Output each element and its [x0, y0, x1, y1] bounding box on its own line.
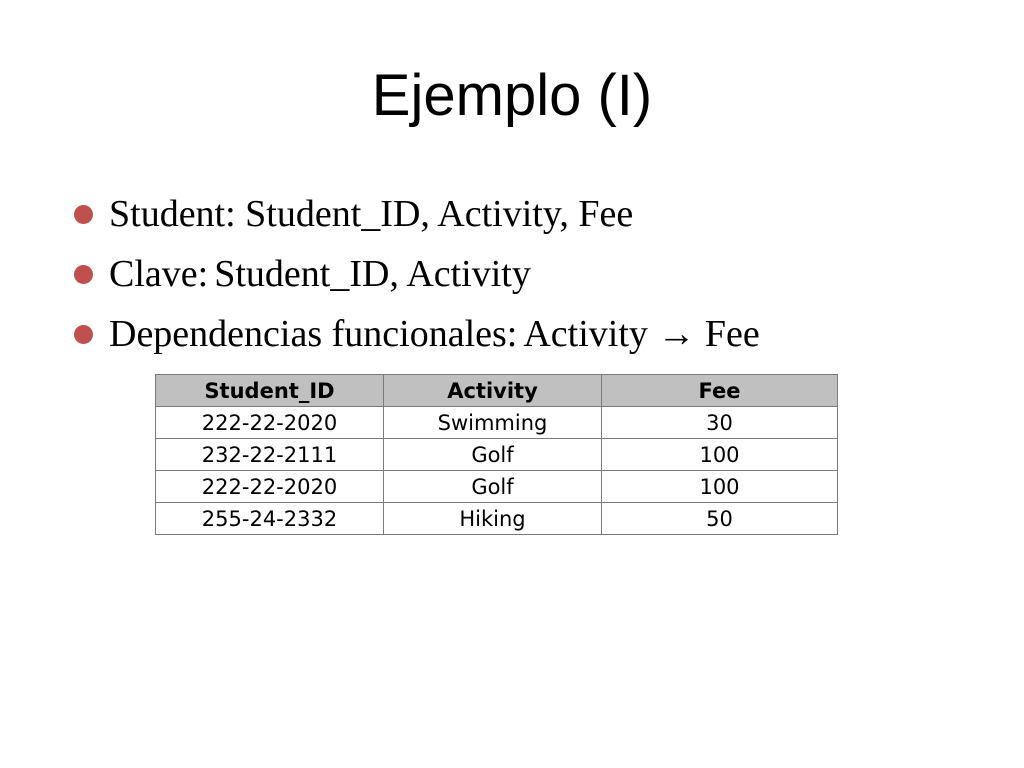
table-cell: 255-24-2332 [156, 503, 384, 535]
table-cell: 232-22-2111 [156, 439, 384, 471]
bullet-value: Student_ID, Activity [214, 253, 531, 295]
table-row [156, 471, 838, 503]
slide-title: Ejemplo (I) [371, 63, 653, 128]
bullet-text: Student: Student_ID, Activity, Fee [109, 193, 634, 235]
table-cell: 100 [602, 439, 838, 471]
bullet-dot-icon [74, 325, 93, 344]
table-cell: Swimming [384, 407, 602, 439]
table-row [156, 439, 838, 471]
column-header: Student_ID [156, 375, 384, 407]
table-cell: 50 [602, 503, 838, 535]
column-header: Fee [602, 375, 838, 407]
table-cell: Golf [384, 471, 602, 503]
bullet-text [109, 248, 531, 300]
table-header-row [156, 375, 838, 407]
bullet-dot-icon [74, 205, 93, 224]
student-table [155, 374, 838, 535]
column-header: Activity [384, 375, 602, 407]
bullet-dot-icon [74, 265, 93, 284]
bullet-label: Dependencias funcionales: [109, 313, 518, 355]
table-cell: 222-22-2020 [156, 407, 384, 439]
table-row [156, 503, 838, 535]
table-row [156, 407, 838, 439]
table-cell: Golf [384, 439, 602, 471]
bullet-text [109, 308, 760, 360]
table-cell: 100 [602, 471, 838, 503]
table-cell: 30 [602, 407, 838, 439]
bullet-label: Clave: [109, 253, 209, 295]
table-cell: Hiking [384, 503, 602, 535]
bullet-value: Activity → Fee [523, 313, 760, 355]
table-cell: 222-22-2020 [156, 471, 384, 503]
